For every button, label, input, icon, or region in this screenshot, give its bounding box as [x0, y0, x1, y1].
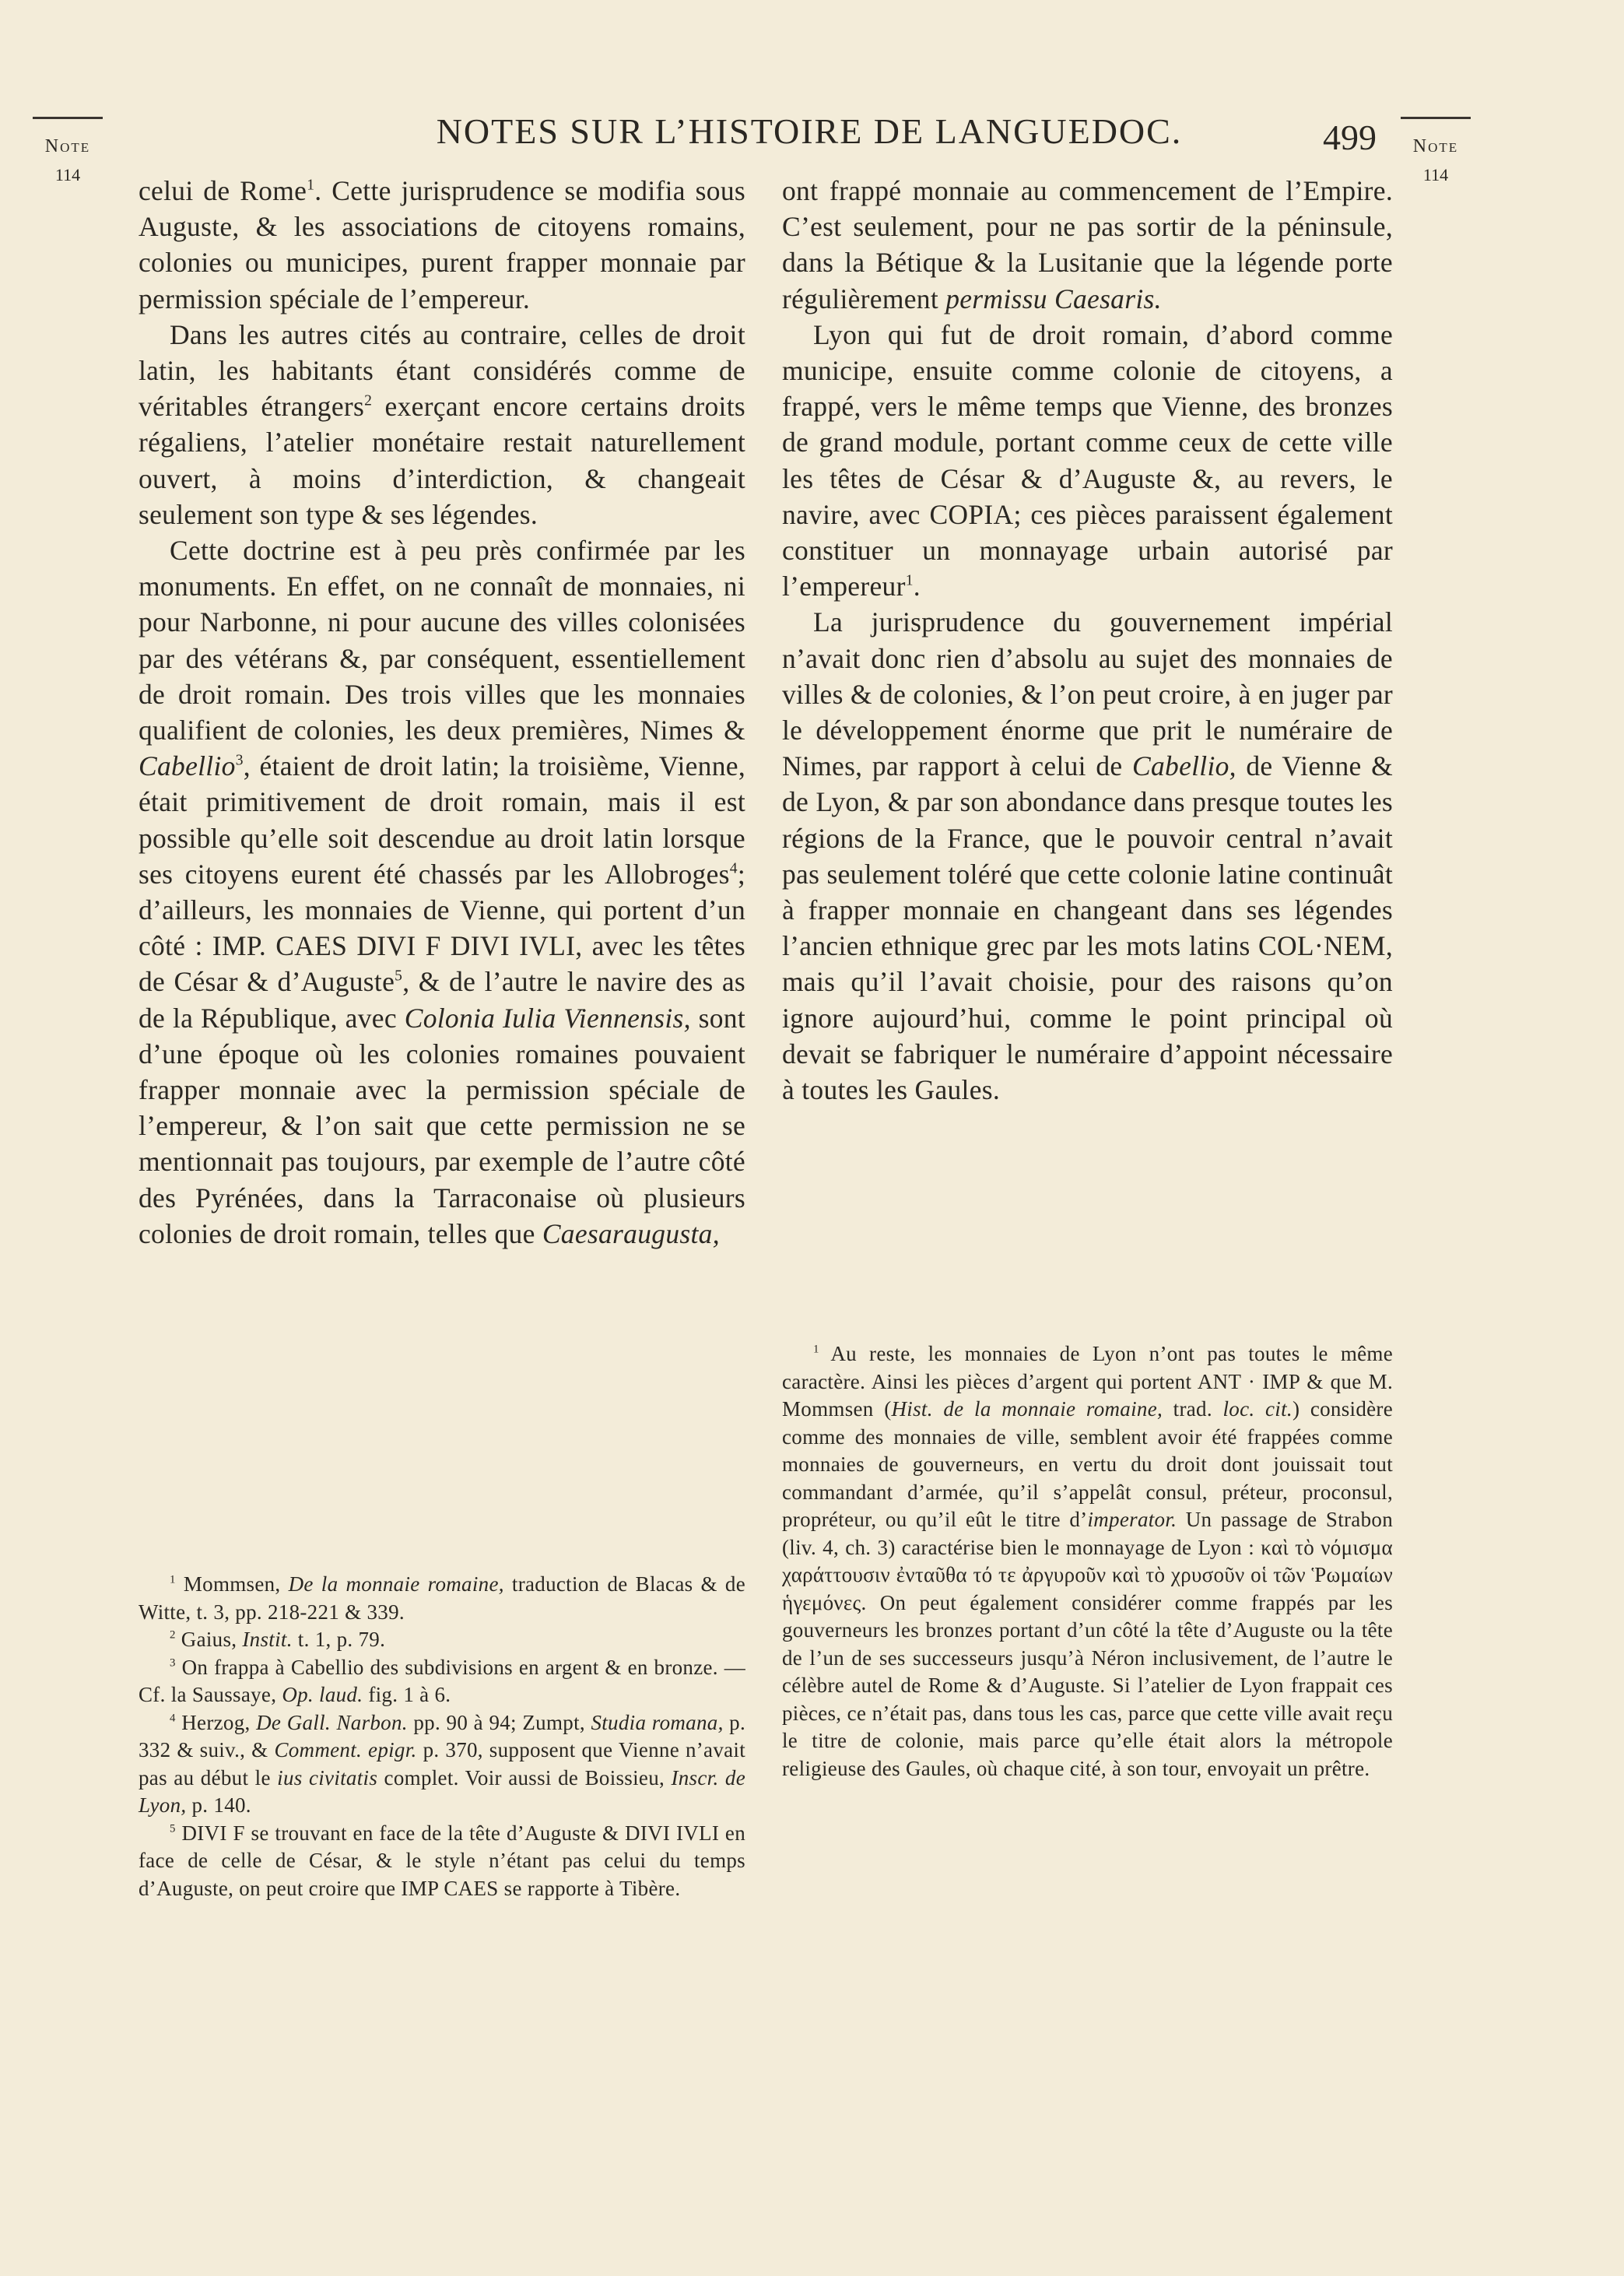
footnote: $^3$ On frappa à Cabellio des subdivisions en argent & en bronze. — Cf. la Saussaye, Op. laud. fig. 1 à 6.	[139, 1655, 745, 1706]
margin-label: Note	[44, 136, 91, 156]
footnote: $^1$ Au reste, les monnaies de Lyon n’ont pas toutes le même caractère. Ainsi les pièces d’argent qui portent ANT · IMP & que M. Mommsen (Hist. de la monnaie romaine, trad. loc. cit.) considère comme des monnaies de ville, semblent avoir été frappées comme monnaies de gouverneurs, en vertu du droit dont jouissait tout commandant d’armée, qu’il s’appelât consul, préteur, proconsul, propréteur, ou qu’il eût le titre d’imperator. Un passage de Strabon (liv. 4, ch. 3) caractérise bien le monnayage de Lyon : καὶ τὸ νόμισμα χαράττουσιν ἐνταῦθα τό τε ἀργυροῦν καὶ τὸ χρυσοῦν οἱ τῶν Ῥωμαίων ἡγεμόνες. On peut également considérer comme frappés par les gouverneurs les bronzes portant d’un côté la tête d’Auguste ou la tête de l’un de ses successeurs jusqu’à Néron inclusivement, de l’autre le célèbre autel de Rome & d’Auguste. Si l’atelier de Lyon frappait ces pièces, ce n’était pas, dans tous les cas, parce que cette ville avait reçu le titre de colonie, mais parce qu’elle était alors la métropole religieuse des Gaules, où chaque cité, à son tour, envoyait un prêtre.	[782, 1342, 1393, 1780]
margin-number: 114	[54, 165, 81, 184]
paragraph: ont frappé monnaie au commencement de l’Empire. C’est seulement, pour ne pas sortir de la péninsule, dans la Bétique & la Lusitanie que la légende porte régulièrement permissu Caesaris.	[782, 175, 1393, 314]
footnote: $^5$ DIVI F se trouvant en face de la tête d’Auguste & DIVI IVLI en face de celle de César, & le style n’étant pas celui du temps d’Auguste, on peut croire que IMP CAES se rapporte à Tibère.	[139, 1821, 745, 1900]
margin-rule	[33, 117, 103, 119]
right-column-text	[782, 173, 1393, 1108]
margin-label: Note	[1412, 136, 1459, 156]
footnote: $^4$ Herzog, De Gall. Narbon. pp. 90 à 94; Zumpt, Studia romana, p. 332 & suiv., & Comment. epigr. p. 370, supposent que Vienne n’avait pas au début le ius civitatis complet. Voir aussi de Boissieu, Inscr. de Lyon, p. 140.	[139, 1710, 746, 1817]
footnote: $^1$ Mommsen, De la monnaie romaine, traduction de Blacas & de Witte, t. 3, pp. 218-221 & 339.	[139, 1572, 745, 1624]
left-footnotes	[139, 1571, 745, 1902]
right-footnotes	[782, 1340, 1393, 1783]
margin-rule	[1401, 117, 1471, 119]
paragraph: La jurisprudence du gouvernement impérial n’avait donc rien d’absolu au sujet des monnaies de villes & de colonies, & l’on peut croire, à en juger par le développement énorme que prit le numéraire de Nimes, par rapport à celui de Cabellio, de Vienne & de Lyon, & par son abondance dans presque toutes les régions de la France, que le pouvoir central n’avait pas seulement toléré que cette colonie latine continuât à frapper monnaie en changeant dans ses légendes l’ancien ethnique grec par les mots latins COL·NEM, mais qu’il l’avait choisie, pour des raisons qu’on ignore aujourd’hui, comme le point principal où devait se fabriquer le numéraire d’appoint nécessaire à toutes les Gaules.	[782, 606, 1393, 1106]
margin-note-left	[33, 117, 103, 185]
running-header: NOTES SUR L’HISTOIRE DE LANGUEDOC.	[436, 111, 1183, 151]
margin-note-right	[1401, 117, 1471, 185]
left-column-text	[139, 173, 745, 1252]
margin-number: 114	[1422, 165, 1449, 184]
paragraph: Dans les autres cités au contraire, celles de droit latin, les habitants étant considérés comme de véritables étrangers$^2$ exerçant encore certains droits régaliens, l’atelier monétaire restait naturellement ouvert, à moins d’interdiction, & changeait seulement son type & ses légendes.	[139, 318, 745, 530]
paragraph: Cette doctrine est à peu près confirmée par les monuments. En effet, on ne connaît de monnaies, ni pour Narbonne, ni pour aucune des villes colonisées par des vétérans &, par conséquent, essentiellement de droit romain. Des trois villes que les monnaies qualifient de colonies, les deux premières, Nimes & Cabellio$^3$, étaient de droit latin; la troisième, Vienne, était primitivement de droit romain, mais il est possible qu’elle soit descendue au droit latin lorsque ses citoyens eurent été chassés par les Allobroges$^4$; d’ailleurs, les monnaies de Vienne, qui portent d’un côté : IMP. CAES DIVI F DIVI IVLI, avec les têtes de César & d’Auguste$^5$, & de l’autre le navire des as de la République, avec Colonia Iulia Viennensis, sont d’une époque où les colonies romaines pouvaient frapper monnaie avec la permission spéciale de l’empereur, & l’on sait que cette permission ne se mentionnait pas toujours, par exemple de l’autre côté des Pyrénées, dans la Tarraconaise où plusieurs colonies de droit romain, telles que Caesaraugusta,	[139, 535, 746, 1249]
paragraph: Lyon qui fut de droit romain, d’abord comme municipe, ensuite comme colonie de citoyens, a frappé, vers le même temps que Vienne, des bronzes de grand module, portant comme ceux de cette ville les têtes de César & d’Auguste &, au revers, le navire, avec COPIA; ces pièces paraissent également constituer un monnayage urbain autorisé par l’empereur$^1$.	[782, 318, 1393, 602]
footnote: $^2$ Gaius, Instit. t. 1, p. 79.	[170, 1628, 386, 1651]
paragraph: celui de Rome$^1$. Cette jurisprudence se modifia sous Auguste, & les associations de citoyens romains, colonies ou municipes, purent frapper monnaie par permission spéciale de l’empereur.	[139, 175, 745, 314]
page-number: 499	[1323, 118, 1377, 157]
